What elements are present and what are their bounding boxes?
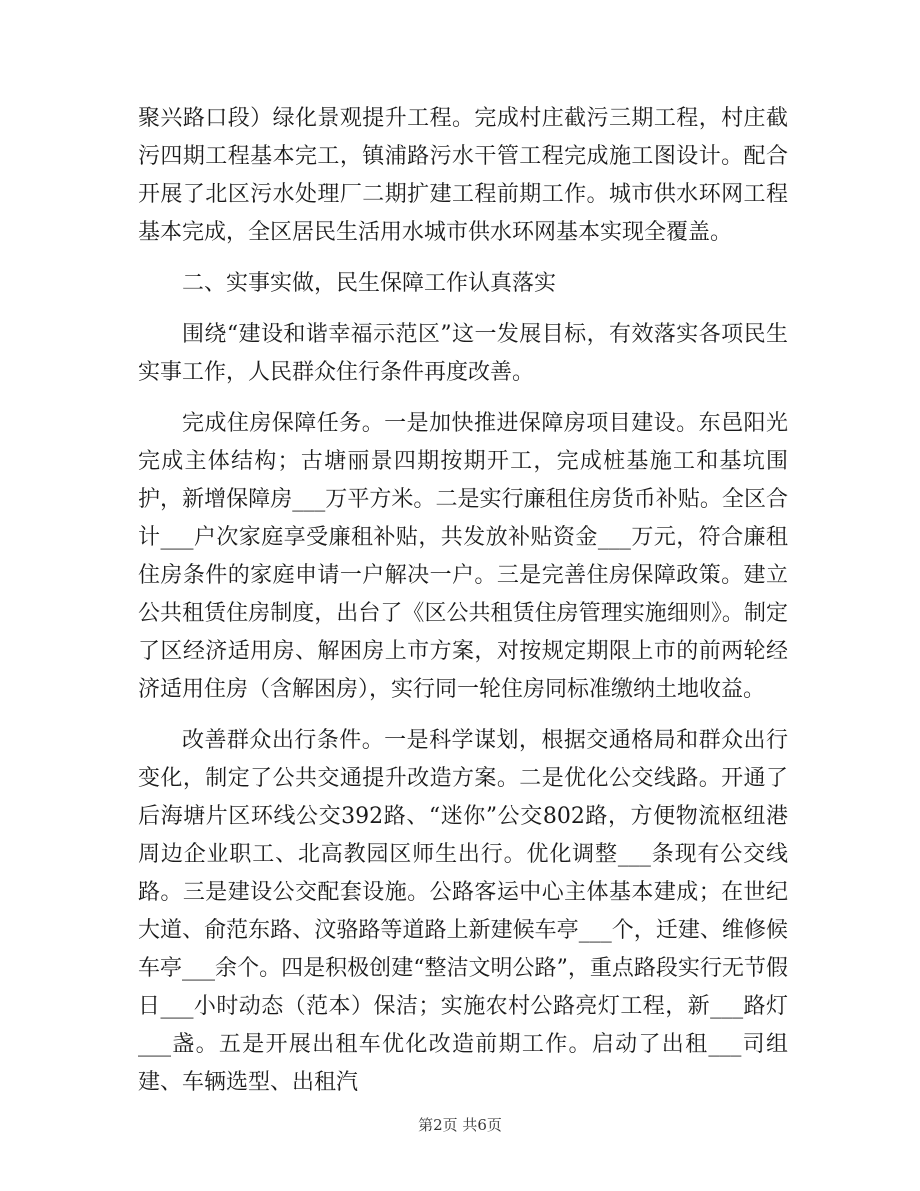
paragraph-1: 聚兴路口段）绿化景观提升工程。完成村庄截污三期工程，村庄截污四期工程基本完工，镇浦路污水干管工程完成施工图设计。配合开展了北区污水处理厂二期扩建工程前期工作。城市供水环网工程基本完成，全区居民生活用水城市供水环网基本实现全覆盖。: [138, 106, 788, 245]
paragraph-3: 完成住房保障任务。一是加快推进保障房项目建设。东邑阳光完成主体结构；古塘丽景四期按期开工，完成桩基施工和基坑围护，新增保障房___万平方米。二是实行廉租住房货币补贴。全区合计___户次家庭享受廉租补贴，共发放补贴资金___万元，符合廉租住房条件的家庭申请一户解决一户。三是完善住房保障政策。建立公共租赁住房制度，出台了《区公共租赁住房管理实施细则》。制定了区经济适用房、解困房上市方案，对按规定期限上市的前两轮经济适用住房（含解困房），实行同一轮住房同标准缴纳土地收益。: [138, 411, 788, 702]
body-text: [138, 100, 788, 1115]
paragraph-2: 围绕“建设和谐幸福示范区”这一发展目标，有效落实各项民生实事工作，人民群众住行条件再度改善。: [138, 322, 788, 385]
paragraph-4: 改善群众出行条件。一是科学谋划，根据交通格局和群众出行变化，制定了公共交通提升改造方案。二是优化公交线路。开通了后海塘片区环线公交392路、“迷你”公交802路，方便物流枢纽港周边企业职工、北高教园区师生出行。优化调整___条现有公交线路。三是建设公交配套设施。公路客运中心主体基本建成；在世纪大道、俞范东路、汶骆路等道路上新建候车亭___个，迁建、维修候车亭___余个。四是积极创建“整洁文明公路”，重点路段实行无节假日___小时动态（范本）保洁；实施农村公路亮灯工程，新___路灯___盏。五是开展出租车优化改造前期工作。启动了出租___司组建、车辆选型、出租汽: [138, 728, 788, 1095]
page-number-footer: 第2页 共6页: [418, 1116, 502, 1134]
section-heading: 二、实事实做，民生保障工作认真落实: [182, 271, 557, 296]
